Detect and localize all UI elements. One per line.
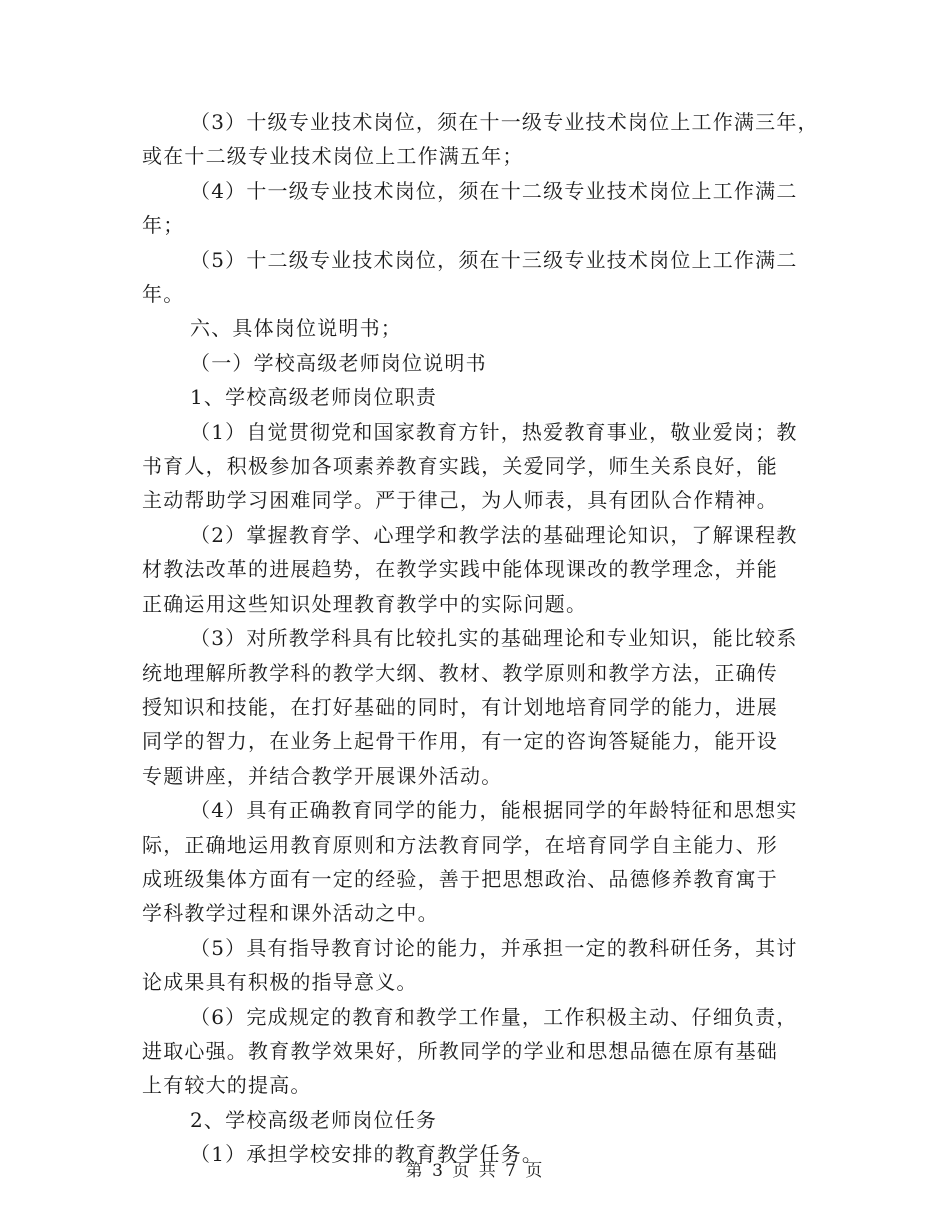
text-line: 论成果具有积极的指导意义。 — [142, 970, 418, 995]
text-line: 2、学校高级老师岗位任务 — [190, 1107, 438, 1132]
text-line: （1）自觉贯彻党和国家教育方针，热爱教育事业，敬业爱岗；教 — [190, 419, 798, 444]
paragraph — [142, 518, 810, 621]
text-line: 专题讲座，并结合教学开展课外活动。 — [142, 763, 503, 788]
paragraph — [142, 243, 810, 312]
text-line: 正确运用这些知识处理教育教学中的实际问题。 — [142, 591, 588, 616]
text-line: 或在十二级专业技术岗位上工作满五年； — [142, 144, 524, 169]
text-line: （3）十级专业技术岗位，须在十一级专业技术岗位上工作满三年， — [190, 110, 819, 134]
text-line: 际，正确地运用教育原则和方法教育同学，在培育同学自主能力、形 — [142, 832, 778, 857]
text-line: 年。 — [142, 282, 185, 307]
text-line: 授知识和技能，在打好基础的同时，有计划地培育同学的能力，进展 — [142, 694, 778, 719]
text-line: （4）具有正确教育同学的能力，能根据同学的年龄特征和思想实 — [190, 798, 798, 823]
paragraph — [142, 1000, 810, 1103]
text-line: （一）学校高级老师岗位说明书 — [190, 350, 487, 375]
paragraph — [142, 931, 810, 1000]
text-line: （1）承担学校安排的教育教学任务。 — [190, 1142, 544, 1167]
paragraph — [142, 621, 810, 793]
text-line: （4）十一级专业技术岗位，须在十二级专业技术岗位上工作满二 — [190, 178, 798, 203]
text-line: 进取心强。教育教学效果好，所教同学的学业和思想品德在原有基础 — [142, 1038, 778, 1063]
text-line: （3）对所教学科具有比较扎实的基础理论和专业知识，能比较系 — [190, 626, 798, 651]
text-line: 成班级集体方面有一定的经验，善于把思想政治、品德修养教育寓于 — [142, 866, 778, 891]
text-line: （5）具有指导教育讨论的能力，并承担一定的教科研任务，其讨 — [190, 935, 798, 960]
page-number-footer: 第 3 页 共 7 页 — [405, 1161, 545, 1181]
paragraph — [142, 105, 819, 174]
subsection-heading — [142, 380, 810, 414]
text-line: 统地理解所教学科的教学大纲、教材、教学原则和教学方法，正确传 — [142, 660, 778, 685]
text-line: 主动帮助学习困难同学。严于律己，为人师表，具有团队合作精神。 — [142, 488, 778, 513]
text-line: 学科教学过程和课外活动之中。 — [142, 901, 439, 926]
subsection-heading — [142, 1103, 810, 1137]
text-line: 书育人，积极参加各项素养教育实践，关爱同学，师生关系良好，能 — [142, 454, 778, 479]
paragraph — [142, 793, 810, 931]
document-body — [142, 105, 819, 1172]
text-line: 1、学校高级老师岗位职责 — [190, 385, 438, 410]
text-line: （2）掌握教育学、心理学和教学法的基础理论知识，了解课程教 — [190, 522, 798, 547]
paragraph — [142, 415, 810, 518]
section-heading — [142, 311, 810, 345]
text-line: 材教法改革的进展趋势，在教学实践中能体现课改的教学理念，并能 — [142, 557, 778, 582]
text-line: 同学的智力，在业务上起骨干作用，有一定的咨询答疑能力，能开设 — [142, 729, 778, 754]
text-line: 年； — [142, 213, 185, 238]
text-line: （6）完成规定的教育和教学工作量，工作积极主动、仔细负责， — [190, 1004, 798, 1029]
text-line: 六、具体岗位说明书； — [190, 316, 402, 341]
text-line: （5）十二级专业技术岗位，须在十三级专业技术岗位上工作满二 — [190, 247, 798, 272]
paragraph — [142, 174, 810, 243]
subsection-heading — [142, 346, 810, 380]
text-line: 上有较大的提高。 — [142, 1073, 312, 1098]
